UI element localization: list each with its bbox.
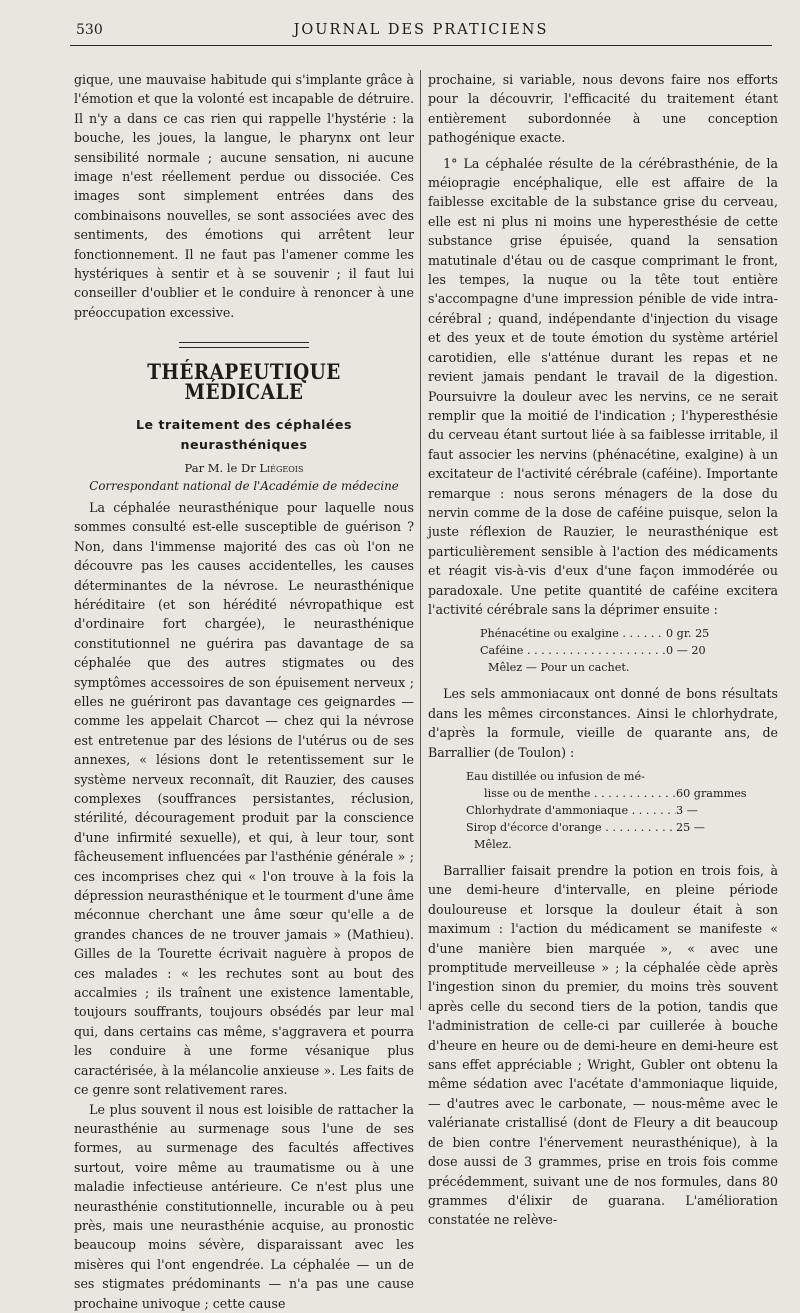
ingredient-name: Phénacétine ou exalgine . . . (480, 625, 666, 642)
byline-prefix: Par M. le Dr (184, 460, 256, 475)
ingredient-name: Sirop d'écorce d'orange . . . (466, 819, 676, 836)
ingredient-quantity: 0 gr. 25 (666, 627, 710, 641)
body-paragraph: Barrallier faisait prendre la potion en trois fois, à une demi-heure d'intervalle, en pleine période douloureuse et lorsque la douleur était à son maximum : l'action du médicament se manifeste « d'une manière bien marquée », « avec une promptitude merveilleuse » ; la céphalée cède après l'ingestion sinon du premier, du moins très souvent après celle du second tiers de la potion, tandis que l'administration de celle-ci par cuillerée à bouche d'heure en heure ou de demi-heure en demi-heure est sans effet appréciable ; Wright, Gubler ont obtenu la même sédation avec l'acétate d'ammoniaque liquide, — d'autres avec le carbonate, — nous-même avec le valérianate cristallisé (dont de Fleury a dit beaucoup de bien contre l'énervement neurasthénique), à la dose aussi de 3 grammes, prise en trois fois comme précédemment, suivant une de nos formules, dans 80 grammes d'élixir de guarana. L'amélioration constatée ne relève- (428, 863, 778, 1228)
right-column (428, 70, 778, 1230)
body-paragraph: La céphalée neurasthénique pour laquelle nous sommes consulté est-elle susceptible de guérison ? Non, dans l'immense majorité des cas où l'on ne découvre pas les causes accidentelles, les causes déterminantes de la névrose. Le neurasthénique héréditaire (et son hérédité névropathique est d'ordinaire fort chargée), le neurasthénique constitutionnel ne guérira pas davantage de sa céphalée que des autres stigmates ou des symptômes accessoires de son épuisement nerveux ; elles ne guériront pas davantage ces geignardes — comme les appelait Charcot — chez qui la névrose est entretenue par des lésions de l'utérus ou de ses annexes, « lésions dont le retentissement sur le système nerveux reconnaît, dit Rauzier, des causes complexes (souffrances persistantes, réclusion, stérilité, découragement produit par la conscience d'une infirmité sexuelle), et qui, à leur tour, sont fâcheusement influencées par l'asthénie générale » ; ces incomprises chez qui « l'on trouve à la fois la dépression neurasthénique et le tourment d'une âme méconnue cherchant une âme sœur qu'elle a de grandes chances de ne trouver jamais » (Mathieu). Gilles de la Tourette écrivait naguère à propos de ces malades : « les rechutes sont au bout des accalmies ; ils traînent une existence lamentable, toujours souffrants, toujours obsédés par leur mal qui, dans certains cas même, s'aggravera et pourra les conduire à une forme vésanique plus caractérisée, à la mélancolie anxieuse ». Les faits de ce genre sont relativement rares. (74, 499, 414, 1098)
page-header (70, 22, 772, 44)
page-number: 530 (76, 22, 103, 38)
prescription-line (466, 802, 756, 819)
author-name: Liégeois (259, 460, 304, 475)
prescription-line (480, 642, 742, 659)
ingredient-quantity: 25 — (676, 821, 705, 834)
article-title: Le traitement des céphalées neurasthéniques (136, 417, 352, 452)
ingredient-name: lisse ou de menthe . . . (484, 785, 676, 802)
continued-paragraph: prochaine, si variable, nous devons faire nos efforts pour la découvrir, l'efficacité du traitement étant entièrement subordonnée à une conception pathogénique exacte. (428, 72, 778, 146)
ingredient-quantity: 0 — 20 (666, 644, 706, 658)
prescription-line (480, 625, 742, 642)
section-double-rule (179, 342, 309, 348)
section-heading: THÉRAPEUTIQUE MÉDICALE (147, 359, 341, 404)
ingredient-quantity: 3 — (676, 804, 698, 817)
prescription-block (428, 768, 756, 853)
prescription-note: Mêlez — Pour un cachet. (488, 661, 630, 675)
ingredient-name: Caféine . . . (480, 642, 666, 659)
journal-title: JOURNAL DES PRATICIENS (293, 22, 549, 38)
prescription-note: Mêlez. (474, 838, 512, 851)
body-paragraph: 1° La céphalée résulte de la cérébrasthénie, de la méiopragie encéphalique, elle est affaire de la faiblesse excitable de la substance grise du cerveau, elle est ni plus ni moins une hyperesthésie de cette substance grise épuisée, quand la sensation matutinale d'étau ou de casque comprimant le front, les tempes, la nuque ou la tête tout entière s'accompagne d'une impression pénible de vide intra-cérébral ; quand, indépendante d'injection du visage et des yeux et de toute émotion du système artériel carotidien, elle s'atténue durant les repas et ne revient jamais pendant le travail de la digestion. Poursuivre la douleur avec les nervins, ce ne serait remplir que la moitié de l'indication ; l'hyperesthésie du cerveau étant surtout liée à sa faiblesse irritable, il faut associer les nervins (phénacétine, exalgine) à un excitateur de l'activité cérébrale (caféine). Importante remarque : nous serons ménagers de la dose du nervin comme de la dose de caféine puisque, selon la juste réflexion de Rauzier, le neurasthénique est particulièrement sensible à l'action des médicaments et réagit vis-à-vis d'eux d'une façon immodérée ou paradoxale. Une petite quantité de caféine excitera l'activité cérébrale sans la déprimer ensuite : (428, 155, 778, 617)
prescription-line (466, 785, 756, 802)
prescription-line: Eau distillée ou infusion de mé- (466, 770, 645, 783)
ingredient-quantity: 60 grammes (676, 787, 747, 800)
body-paragraph: Les sels ammoniacaux ont donné de bons résultats dans les mêmes circonstances. Ainsi le chlorhydrate, d'après la formule, vieille de quarante ans, de Barrallier (de Toulon) : (428, 686, 778, 760)
author-affiliation: Correspondant national de l'Académie de médecine (89, 478, 399, 493)
ingredient-name: Chlorhydrate d'ammoniaque . . . (466, 802, 676, 819)
byline (74, 460, 414, 477)
prescription-line (466, 819, 756, 836)
intro-paragraph: gique, une mauvaise habitude qui s'implante grâce à l'émotion et que la volonté est incapable de détruire. Il n'y a dans ce cas rien qui rappelle l'hystérie : la bouche, les joues, la langue, le pharynx ont leur sensibilité normale ; aucune sensation, ni aucune image n'est réellement perdue ou dissociée. Ces images sont simplement entrées dans des combinaisons nouvelles, se sont associées avec des sentiments, des émotions qui arrêtent leur fonctionnement. Il ne faut pas l'amener comme les hystériques à sentir et à se souvenir ; il faut lui conseiller d'oublier et le conduire à renoncer à une préoccupation excessive. (74, 72, 414, 320)
left-column (74, 70, 414, 1313)
body-paragraph: Le plus souvent il nous est loisible de rattacher la neurasthénie au surmenage sous l'une de ses formes, au surmenage des facultés affectives surtout, voire même au traumatisme ou à une maladie infectieuse antérieure. Ce n'est plus une neurasthénie constitutionnelle, incurable ou à peu près, mais une neurasthénie acquise, au pronostic beaucoup moins sévère, disparaissant avec les misères qui l'ont engendrée. La céphalée — un de ses stigmates prédominants — n'a pas une cause prochaine univoque ; cette cause (74, 1101, 414, 1311)
prescription-block (428, 625, 742, 676)
column-divider (420, 70, 421, 1010)
header-rule (70, 45, 772, 46)
